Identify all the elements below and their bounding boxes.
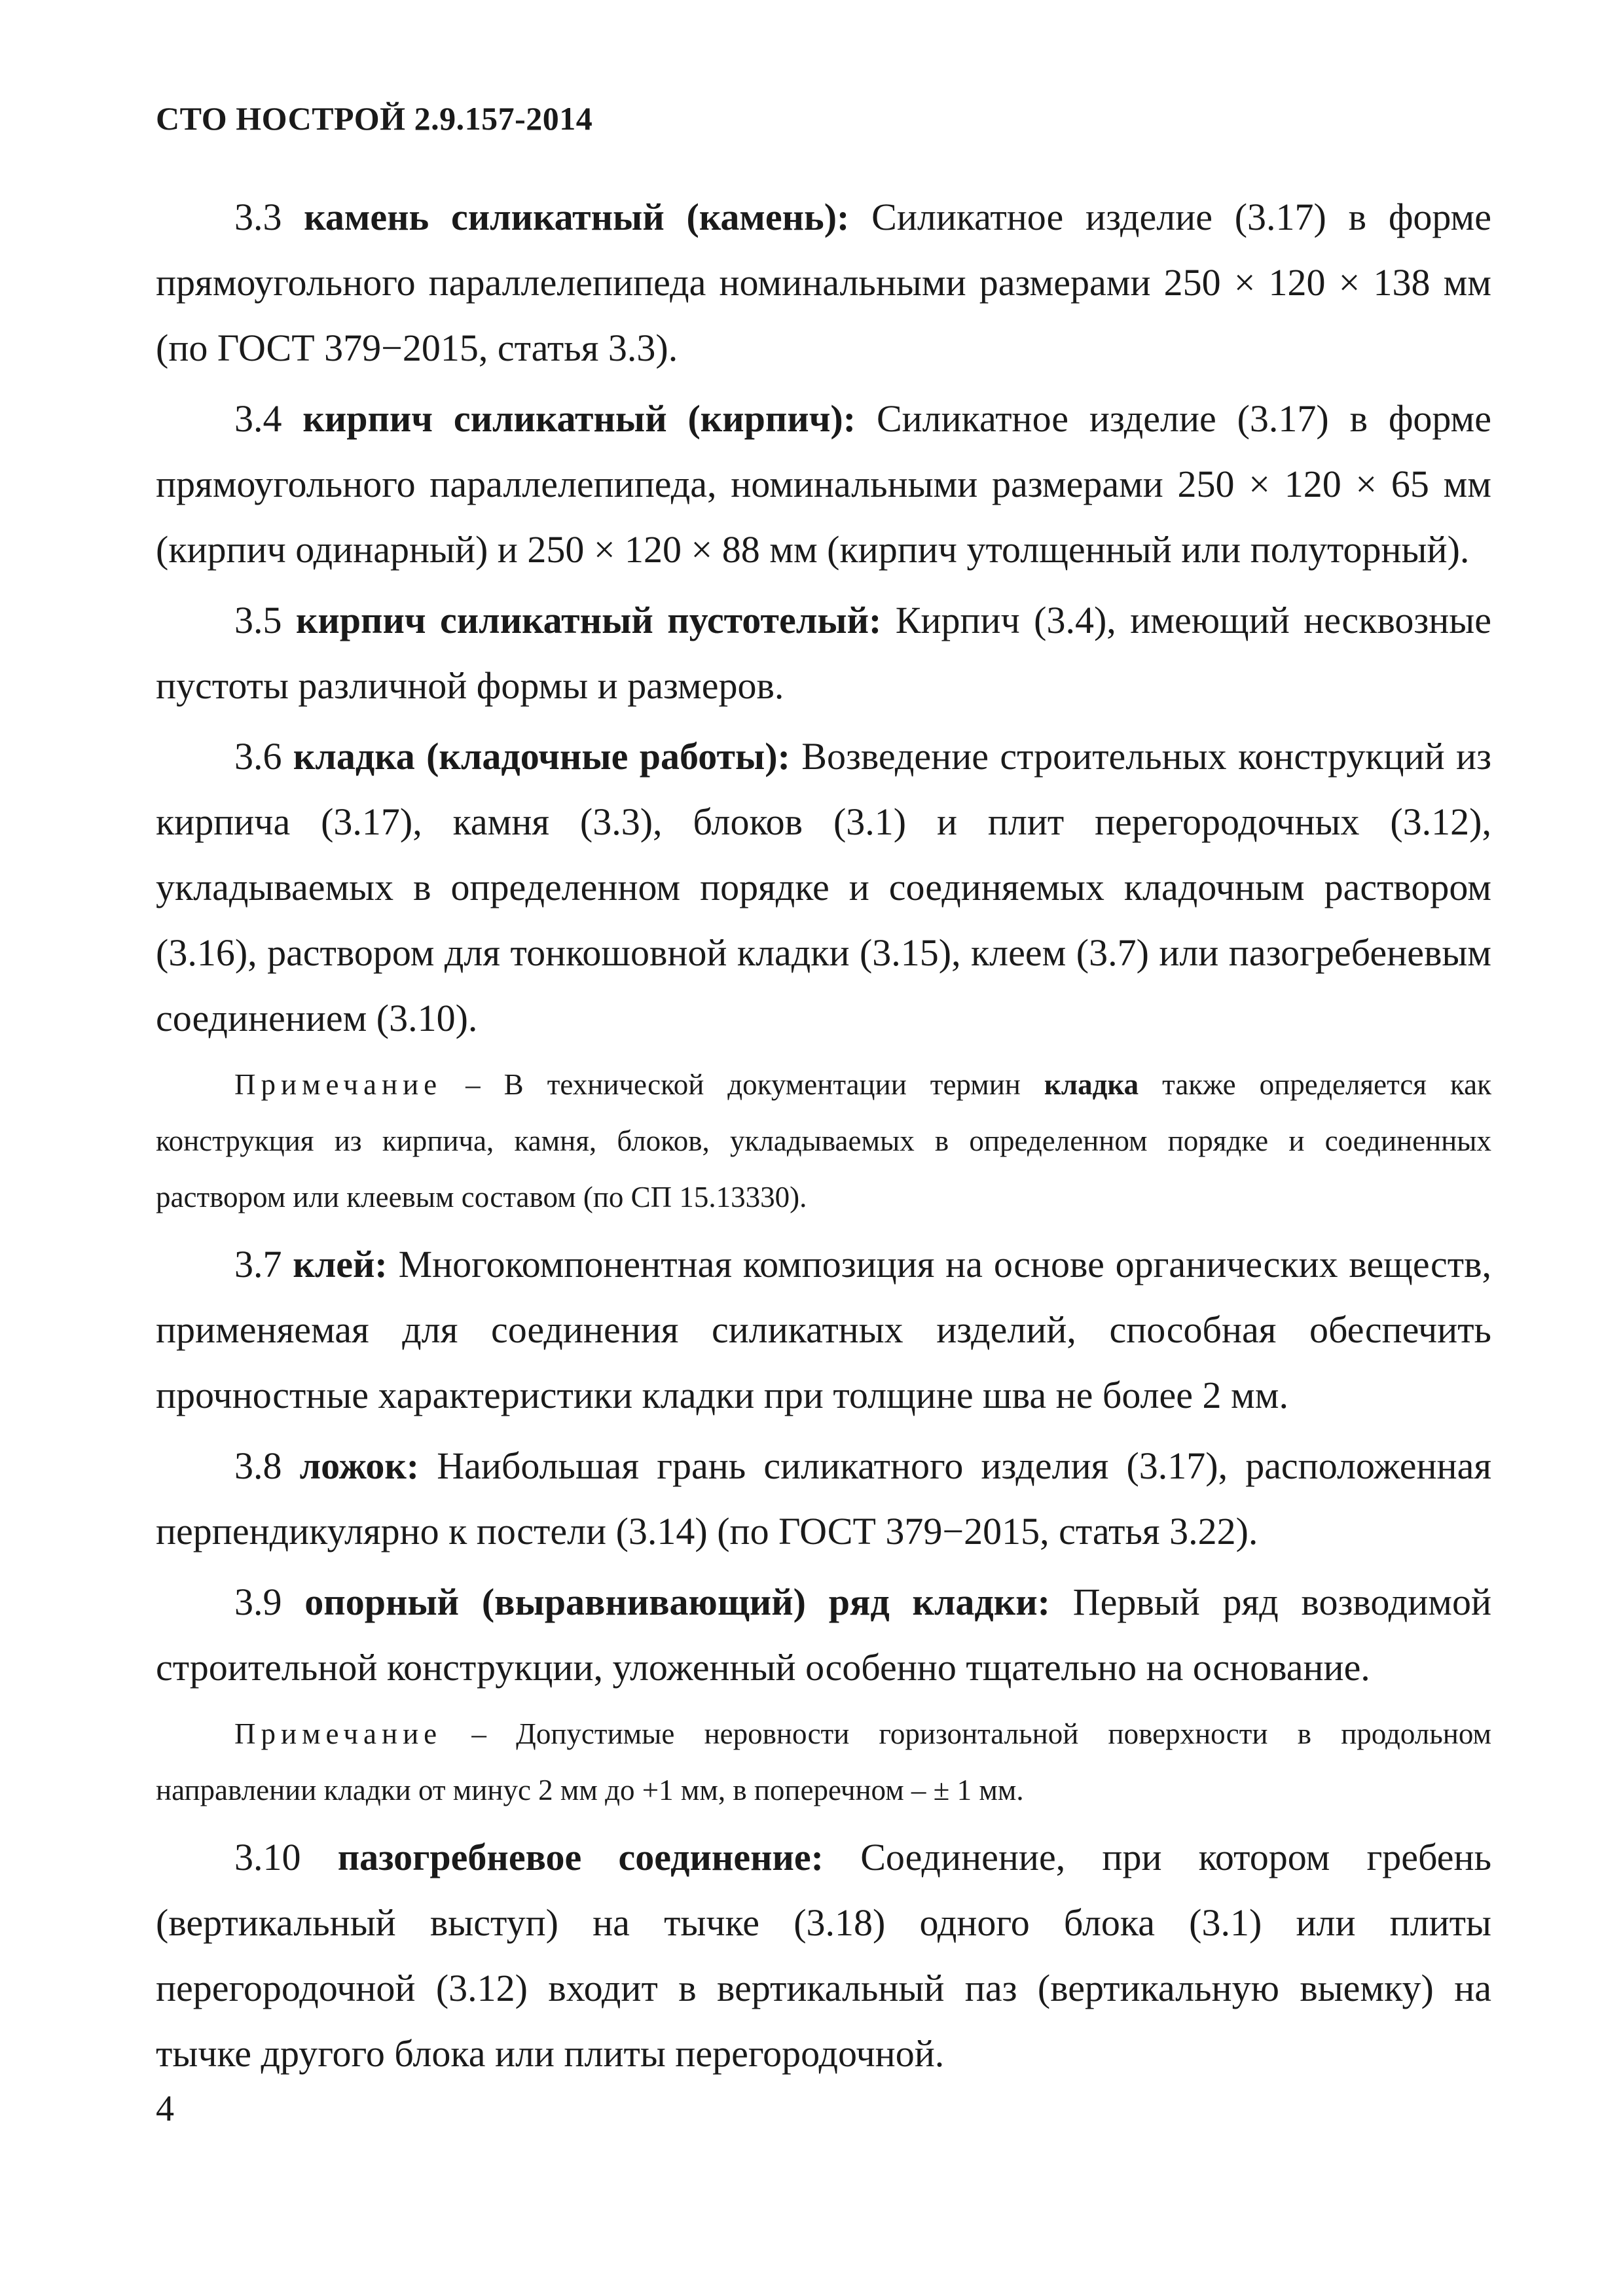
definition-term: опорный (выравнивающий) ряд кладки:	[304, 1581, 1050, 1623]
definition-3-9	[156, 1570, 1491, 1700]
definition-term: клей:	[293, 1243, 388, 1285]
definition-text: Силикатное изделие (3.17) в форме прямоугольного параллелепипеда, номинальными размерами 250 × 120 × 65 мм (кирпич одинарный) и 250 × 120 × 88 мм (кирпич утолщенный или полуторный).	[156, 397, 1491, 571]
definition-number: 3.3	[234, 196, 282, 238]
definition-number: 3.5	[234, 599, 282, 641]
definition-number: 3.8	[234, 1444, 282, 1487]
definition-3-4	[156, 386, 1491, 583]
definition-3-10	[156, 1825, 1491, 2087]
definition-number: 3.10	[234, 1836, 301, 1878]
definition-number: 3.4	[234, 397, 282, 440]
definition-3-3	[156, 185, 1491, 381]
document-header: СТО НОСТРОЙ 2.9.157-2014	[156, 100, 593, 137]
note-text: – Допустимые неровности горизонтальной поверхности в продольном направлении кладки от минус 2 мм до +1 мм, в поперечном – ± 1 мм.	[156, 1717, 1491, 1806]
definition-3-5	[156, 588, 1491, 719]
definition-text: Соединение, при котором гребень (вертикальный выступ) на тычке (3.18) одного блока (3.1) или плиты перегородочной (3.12) входит в вертикальный паз (вертикальную выемку) на тычке другого блока или плиты перегородочной.	[156, 1836, 1492, 2075]
note-label: Примечание	[234, 1717, 443, 1750]
note-label: Примечание	[234, 1068, 443, 1101]
definition-3-8	[156, 1433, 1491, 1564]
page-number: 4	[156, 2089, 174, 2129]
note-text-post: также определяется как конструкция из кирпича, камня, блоков, укладываемых в определенном порядке и соединенных раствором или клеевым составом (по СП 15.13330).	[156, 1068, 1492, 1213]
definition-text: Наибольшая грань силикатного изделия (3.17), расположенная перпендикулярно к постели (3.14) (по ГОСТ 379−2015, статья 3.22).	[156, 1444, 1491, 1552]
definition-text: Возведение строительных конструкций из кирпича (3.17), камня (3.3), блоков (3.1) и плит перегородочных (3.12), укладываемых в определенном порядке и соединяемых кладочным раствором (3.16), раствором для тонкошовной кладки (3.15), клеем (3.7) или пазогребеневым соединением (3.10).	[156, 735, 1492, 1039]
note-kladka	[156, 1056, 1491, 1225]
definition-number: 3.6	[234, 735, 282, 778]
definition-number: 3.7	[234, 1243, 282, 1285]
definition-3-6	[156, 724, 1491, 1051]
definition-term: пазогребневое соединение:	[337, 1836, 824, 1878]
definition-term: камень силикатный (камень):	[304, 196, 850, 238]
document-body	[156, 185, 1491, 2092]
definition-text: Силикатное изделие (3.17) в форме прямоугольного параллелепипеда номинальными размерами 250 × 120 × 138 мм (по ГОСТ 379−2015, статья 3.3).	[156, 196, 1491, 369]
definition-term: кирпич силикатный пустотелый:	[295, 599, 882, 641]
definition-term: кладка (кладочные работы):	[293, 735, 790, 778]
definition-3-7	[156, 1232, 1491, 1428]
note-text-pre: – В технической документации термин	[465, 1068, 1021, 1101]
definition-text: Кирпич (3.4), имеющий несквозные пустоты различной формы и размеров.	[156, 599, 1492, 707]
definition-number: 3.9	[234, 1581, 282, 1623]
note-term: кладка	[1044, 1068, 1139, 1101]
definition-text: Первый ряд возводимой строительной конструкции, уложенный особенно тщательно на основание.	[156, 1581, 1491, 1689]
definition-term: ложок:	[299, 1444, 420, 1487]
note-tolerance	[156, 1706, 1491, 1818]
definition-text: Многокомпонентная композиция на основе органических веществ, применяемая для соединения силикатных изделий, способная обеспечить прочностные характеристики кладки при толщине шва не более 2 мм.	[156, 1243, 1491, 1416]
definition-term: кирпич силикатный (кирпич):	[302, 397, 856, 440]
